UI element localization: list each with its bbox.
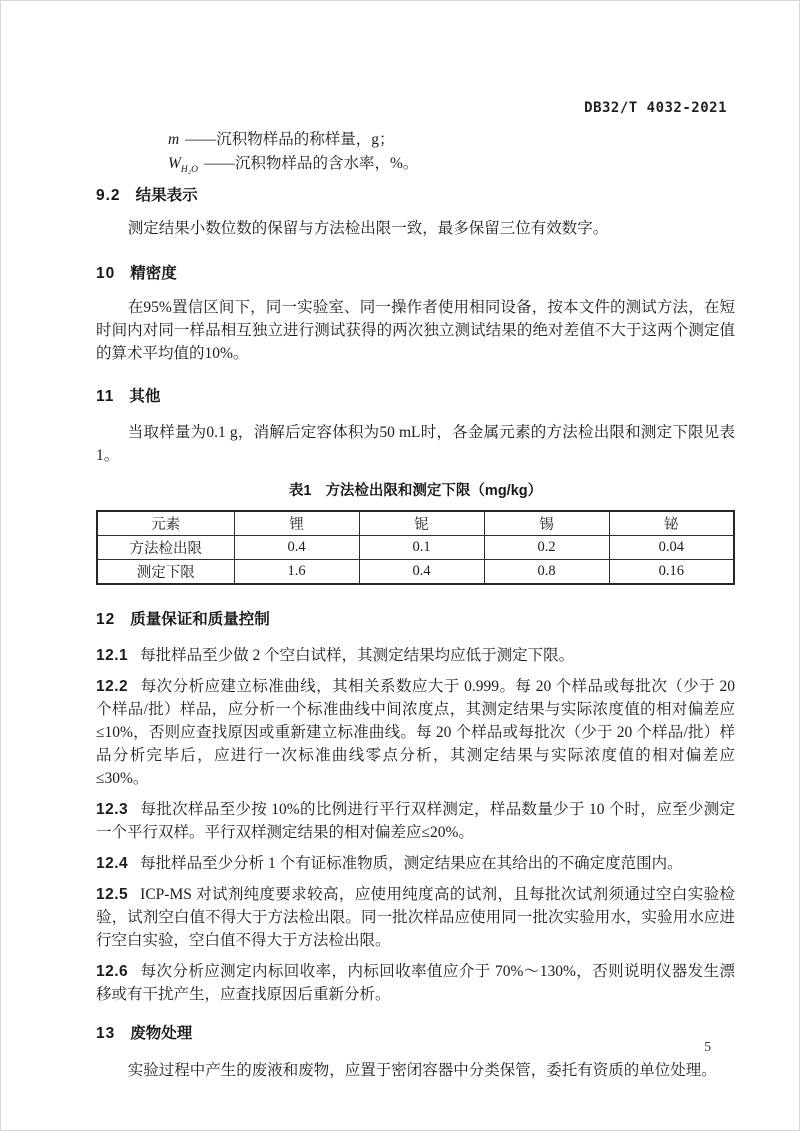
clause-number: 12.6 <box>96 963 129 980</box>
clause-text: 每批次样品至少按 10%的比例进行平行双样测定，样品数量少于 10 个时，应至少测定一个平行双样。平行双样测定结果的相对偏差应≤20%。 <box>96 801 735 841</box>
section-heading-11 <box>96 387 735 407</box>
section-title: 结果表示 <box>135 187 198 204</box>
clause-12-1 <box>96 644 735 667</box>
clause-number: 12.4 <box>96 855 129 872</box>
clause-number: 12.2 <box>96 678 129 695</box>
table-cell: 0.8 <box>484 560 609 585</box>
clause-text: ICP-MS 对试剂纯度要求较高，应使用纯度高的试剂，且每批次试剂须通过空白实验检验，试剂空白值不得大于方法检出限。同一批次样品应使用同一批次实验用水，实验用水应进行空白实验，空白值不得大于方法检出限。 <box>96 886 735 949</box>
page-number: 5 <box>704 1039 711 1054</box>
paragraph-13: 实验过程中产生的废液和废物，应置于密闭容器中分类保管，委托有资质的单位处理。 <box>127 1062 717 1079</box>
table-cell: 0.1 <box>359 536 484 560</box>
clause-number: 12.1 <box>96 647 129 664</box>
table-caption-text: 方法检出限和测定下限（mg/kg） <box>325 483 543 499</box>
detection-limit-table <box>96 510 735 585</box>
section-number: 10 <box>96 265 116 282</box>
row-label: 方法检出限 <box>97 536 234 560</box>
clause-text: 每批样品至少分析 1 个有证标准物质，测定结果应在其给出的不确定度范围内。 <box>140 855 683 872</box>
formula-symbol-w: $W_{H_2O}$ <box>168 155 198 176</box>
table-cell: 0.4 <box>359 560 484 585</box>
clause-12-5 <box>96 883 735 952</box>
row-label: 测定下限 <box>97 560 234 585</box>
table-header-cell: 铌 <box>359 511 484 536</box>
section-title: 精密度 <box>130 265 177 282</box>
clause-text: 每次分析应建立标准曲线，其相关系数应大于 0.999。每 20 个样品或每批次（少于 20 个样品/批）样品，应分析一个标准曲线中间浓度点，其测定结果与实际浓度值的相对偏差应≤10%，否则应查找原因或重新建立标准曲线。每 20 个样品或每批次（少于 20 个样品/批）样品分析完毕后，应进行一次标准曲线零点分析，其测定结果与实际浓度值的相对偏差应≤30%。 <box>96 678 735 787</box>
paragraph-10: 在95%置信区间下，同一实验室、同一操作者使用相同设备，按本文件的测试方法，在短时间内对同一样品相互独立进行测试获得的两次独立测试结果的绝对差值不大于这两个测定值的算术平均值的10%。 <box>96 299 735 362</box>
clause-12-3 <box>96 798 735 844</box>
section-heading-12 <box>96 610 735 630</box>
table-header-cell: 锡 <box>484 511 609 536</box>
formula-definition-text: ——沉积物样品的含水率，%。 <box>203 155 419 172</box>
section-number: 11 <box>96 388 115 405</box>
clause-number: 12.3 <box>96 801 129 818</box>
section-title: 废物处理 <box>130 1025 193 1042</box>
section-number: 12 <box>96 611 116 628</box>
table-cell: 0.2 <box>484 536 609 560</box>
doc-number-header: DB32/T 4032-2021 <box>584 100 727 116</box>
page-content <box>96 1 735 1082</box>
clause-12-4 <box>96 852 735 875</box>
section-number: 13 <box>96 1025 116 1042</box>
formula-symbol-m: m <box>168 131 180 148</box>
clause-text: 每批样品至少做 2 个空白试样，其测定结果均应低于测定下限。 <box>140 647 575 664</box>
section-heading-10 <box>96 264 735 284</box>
table-cell: 1.6 <box>234 560 359 585</box>
formula-definition-w <box>168 152 735 176</box>
paragraph-11: 当取样量为0.1 g，消解后定容体积为50 mL时，各金属元素的方法检出限和测定下限见表1。 <box>96 424 735 464</box>
table-row <box>97 536 734 560</box>
table-row <box>97 560 734 585</box>
clause-12-6 <box>96 960 735 1006</box>
clause-text: 每次分析应测定内标回收率，内标回收率值应介于 70%～130%，否则说明仪器发生漂移或有干扰产生，应查找原因后重新分析。 <box>96 963 735 1003</box>
formula-definitions <box>96 128 735 176</box>
table-header-cell: 铋 <box>609 511 734 536</box>
clause-number: 12.5 <box>96 886 129 903</box>
table-header-cell: 元素 <box>97 511 234 536</box>
section-title: 其他 <box>129 388 161 405</box>
table-header-row <box>97 511 734 536</box>
section-heading-9-2 <box>96 186 735 206</box>
table-cell: 0.16 <box>609 560 734 585</box>
section-number: 9.2 <box>96 187 121 204</box>
table-cell: 0.4 <box>234 536 359 560</box>
formula-subscript: H₂O <box>180 165 198 176</box>
section-heading-13 <box>96 1024 735 1044</box>
formula-definition-text: ——沉积物样品的称样量，g； <box>185 131 395 148</box>
table-caption <box>96 481 735 501</box>
table-caption-number: 表1 <box>288 483 312 499</box>
table-header-cell: 锂 <box>234 511 359 536</box>
clause-12-2 <box>96 675 735 790</box>
paragraph-9-2: 测定结果小数位数的保留与方法检出限一致，最多保留三位有效数字。 <box>127 220 609 237</box>
section-title: 质量保证和质量控制 <box>130 611 270 628</box>
formula-definition-m <box>168 128 735 152</box>
table-cell: 0.04 <box>609 536 734 560</box>
